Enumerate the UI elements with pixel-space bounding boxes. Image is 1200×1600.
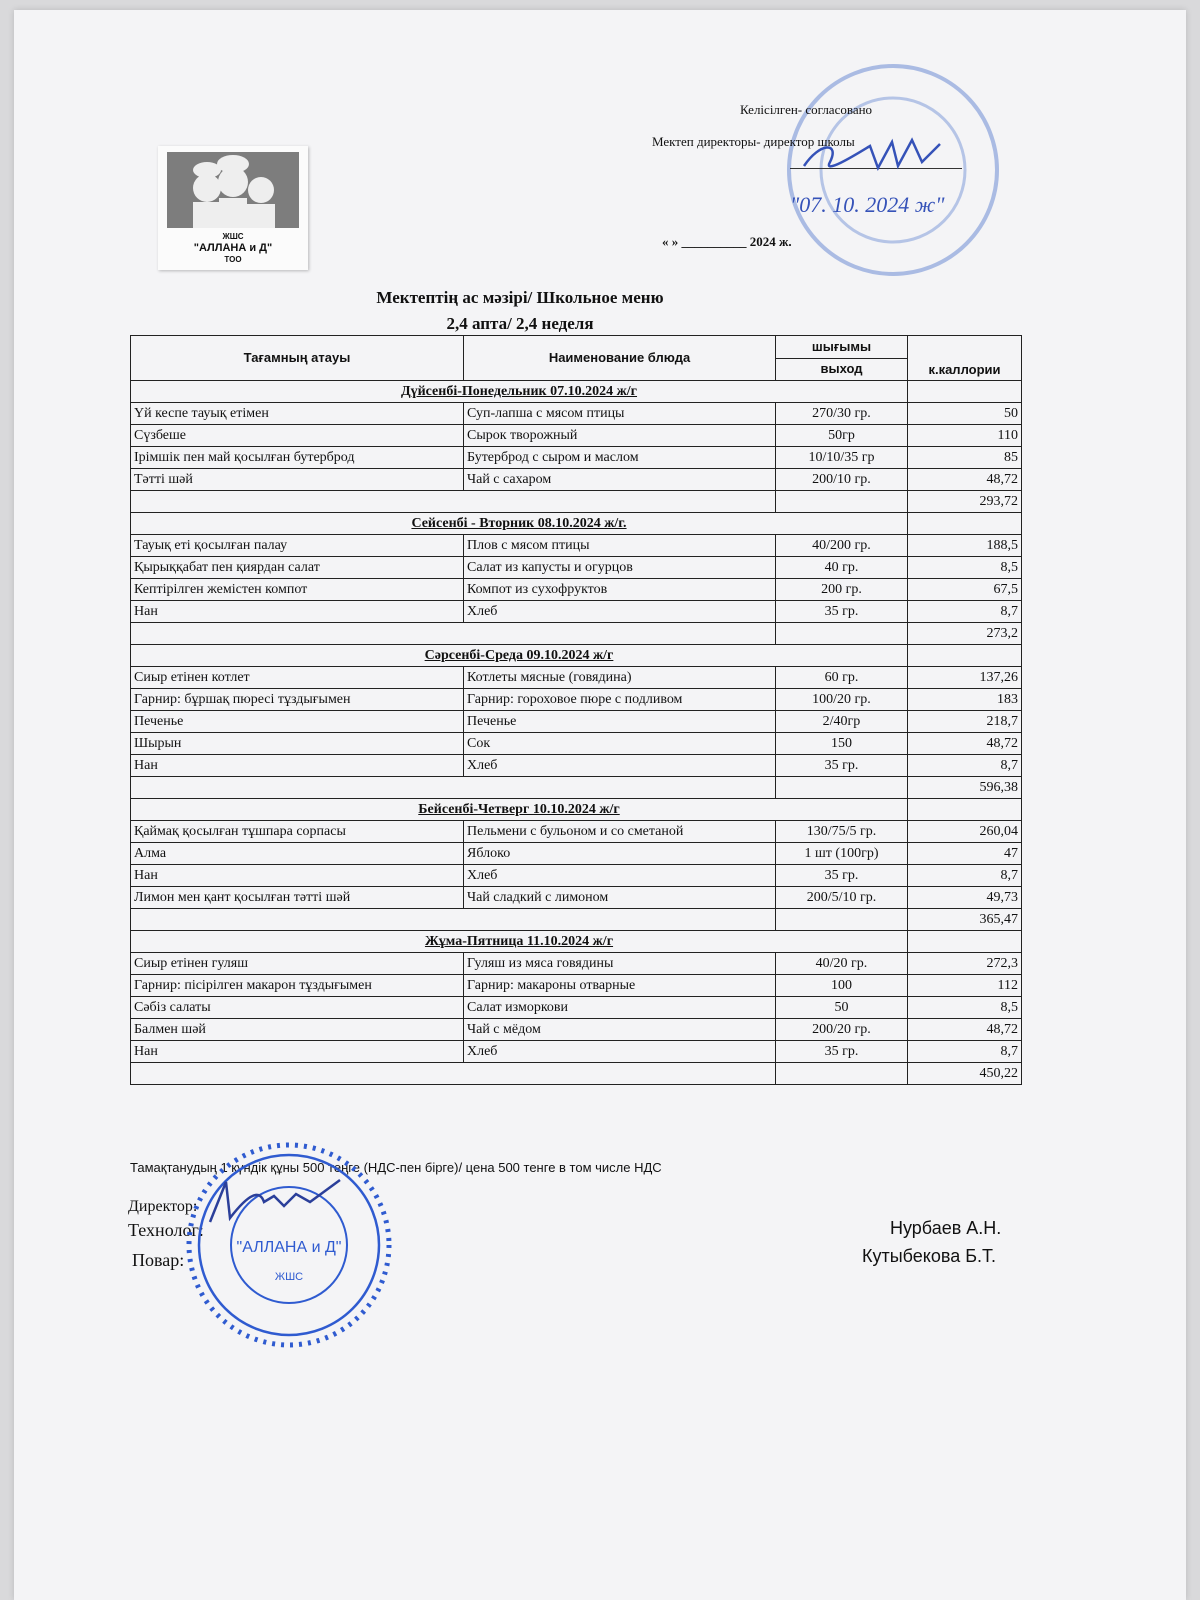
- output-cell: 50: [776, 997, 908, 1019]
- dish-ru-cell: Гарнир: гороховое пюре с подливом: [464, 689, 776, 711]
- header-kz-name: Тағамның атауы: [131, 336, 464, 381]
- company-signature: [200, 1172, 350, 1232]
- output-cell: 50гр: [776, 425, 908, 447]
- page-title: Мектептің ас мәзірі/ Школьное меню: [376, 288, 664, 307]
- table-row: [131, 975, 1022, 997]
- output-cell: 150: [776, 733, 908, 755]
- output-cell: 40/20 гр.: [776, 953, 908, 975]
- output-cell: 40/200 гр.: [776, 535, 908, 557]
- chefs-logo-image: [167, 152, 299, 228]
- dish-ru-cell: Сырок творожный: [464, 425, 776, 447]
- kcal-cell: 8,7: [908, 865, 1022, 887]
- header-row: [131, 336, 1022, 359]
- table-row: [131, 403, 1022, 425]
- dish-kz-cell: Қаймақ қосылған тұшпара сорпасы: [131, 821, 464, 843]
- menu-table: [130, 335, 1022, 1085]
- table-row: [131, 579, 1022, 601]
- table-row: [131, 1041, 1022, 1063]
- day-label: Жұма-Пятница 11.10.2024 ж/г: [131, 931, 908, 953]
- table-row: [131, 755, 1022, 777]
- technologist-label: Технолог:: [128, 1220, 204, 1240]
- dish-kz-cell: Сиыр етінен гуляш: [131, 953, 464, 975]
- kcal-cell: 67,5: [908, 579, 1022, 601]
- table-row: [131, 689, 1022, 711]
- dish-ru-cell: Печенье: [464, 711, 776, 733]
- total-row: [131, 491, 1022, 513]
- dish-ru-cell: Салат изморкови: [464, 997, 776, 1019]
- dish-kz-cell: Тәтті шәй: [131, 469, 464, 491]
- dish-ru-cell: Яблоко: [464, 843, 776, 865]
- table-row: [131, 997, 1022, 1019]
- table-row: [131, 425, 1022, 447]
- kcal-cell: 8,5: [908, 557, 1022, 579]
- dish-ru-cell: Хлеб: [464, 755, 776, 777]
- dish-ru-cell: Гуляш из мяса говядины: [464, 953, 776, 975]
- day-label: Сейсенбі - Вторник 08.10.2024 ж/г.: [131, 513, 908, 535]
- handwritten-date: "07. 10. 2024 ж": [790, 192, 945, 217]
- total-empty-cell: [776, 777, 908, 799]
- kcal-cell: 48,72: [908, 733, 1022, 755]
- total-row: [131, 777, 1022, 799]
- dish-ru-cell: Чай сладкий с лимоном: [464, 887, 776, 909]
- kcal-cell: 50: [908, 403, 1022, 425]
- logo-line-2: "АЛЛАНА и Д": [193, 242, 273, 254]
- total-empty-cell: [131, 491, 776, 513]
- signer-name-2: Кутыбекова Б.Т.: [862, 1246, 997, 1266]
- page-subtitle: 2,4 апта/ 2,4 неделя: [446, 314, 594, 333]
- approval-director: Мектеп директоры- директор школы: [652, 134, 855, 149]
- header-ru-name: Наименование блюда: [464, 336, 776, 381]
- total-kcal-cell: 450,22: [908, 1063, 1022, 1085]
- day-empty-cell: [908, 645, 1022, 667]
- total-row: [131, 1063, 1022, 1085]
- day-label: Бейсенбі-Четверг 10.10.2024 ж/г: [131, 799, 908, 821]
- output-cell: 10/10/35 гр: [776, 447, 908, 469]
- dish-ru-cell: Гарнир: макароны отварные: [464, 975, 776, 997]
- dish-ru-cell: Компот из сухофруктов: [464, 579, 776, 601]
- output-cell: 100: [776, 975, 908, 997]
- day-empty-cell: [908, 799, 1022, 821]
- table-row: [131, 821, 1022, 843]
- total-row: [131, 909, 1022, 931]
- kcal-cell: 48,72: [908, 1019, 1022, 1041]
- output-cell: 200 гр.: [776, 579, 908, 601]
- kcal-cell: 112: [908, 975, 1022, 997]
- day-label: Сәрсенбі-Среда 09.10.2024 ж/г: [131, 645, 908, 667]
- dish-kz-cell: Гарнир: бұршақ пюресі тұздығымен: [131, 689, 464, 711]
- kcal-cell: 48,72: [908, 469, 1022, 491]
- dish-kz-cell: Балмен шәй: [131, 1019, 464, 1041]
- output-cell: 40 гр.: [776, 557, 908, 579]
- table-row: [131, 711, 1022, 733]
- output-cell: 130/75/5 гр.: [776, 821, 908, 843]
- signer-name-1: Нурбаев А.Н.: [890, 1218, 1002, 1238]
- dish-kz-cell: Кептірілген жемістен компот: [131, 579, 464, 601]
- day-header-row: [131, 381, 1022, 403]
- output-cell: 60 гр.: [776, 667, 908, 689]
- dish-kz-cell: Сүзбеше: [131, 425, 464, 447]
- dish-kz-cell: Сәбіз салаты: [131, 997, 464, 1019]
- table-row: [131, 887, 1022, 909]
- logo-line-3: ТОО: [224, 255, 242, 264]
- output-cell: 35 гр.: [776, 865, 908, 887]
- dish-kz-cell: Алма: [131, 843, 464, 865]
- total-empty-cell: [776, 1063, 908, 1085]
- total-empty-cell: [131, 1063, 776, 1085]
- dish-ru-cell: Салат из капусты и огурцов: [464, 557, 776, 579]
- total-empty-cell: [131, 623, 776, 645]
- total-empty-cell: [776, 623, 908, 645]
- kcal-cell: 272,3: [908, 953, 1022, 975]
- output-cell: 2/40гр: [776, 711, 908, 733]
- total-empty-cell: [776, 491, 908, 513]
- dish-ru-cell: Бутерброд с сыром и маслом: [464, 447, 776, 469]
- day-label: Дүйсенбі-Понедельник 07.10.2024 ж/г: [131, 381, 908, 403]
- total-kcal-cell: 273,2: [908, 623, 1022, 645]
- dish-kz-cell: Шырын: [131, 733, 464, 755]
- header-kcal: к.каллории: [908, 336, 1022, 381]
- day-empty-cell: [908, 381, 1022, 403]
- dish-kz-cell: Печенье: [131, 711, 464, 733]
- header-output-kz: шығымы: [776, 336, 908, 359]
- dish-ru-cell: Хлеб: [464, 865, 776, 887]
- dish-ru-cell: Чай с сахаром: [464, 469, 776, 491]
- output-cell: 270/30 гр.: [776, 403, 908, 425]
- dish-kz-cell: Гарнир: пісірілген макарон тұздығымен: [131, 975, 464, 997]
- day-empty-cell: [908, 513, 1022, 535]
- dish-kz-cell: Сиыр етінен котлет: [131, 667, 464, 689]
- kcal-cell: 49,73: [908, 887, 1022, 909]
- output-cell: 1 шт (100гр): [776, 843, 908, 865]
- dish-ru-cell: Суп-лапша с мясом птицы: [464, 403, 776, 425]
- table-row: [131, 667, 1022, 689]
- table-row: [131, 535, 1022, 557]
- kcal-cell: 8,7: [908, 1041, 1022, 1063]
- dish-kz-cell: Қырыққабат пен қиярдан салат: [131, 557, 464, 579]
- total-empty-cell: [131, 777, 776, 799]
- total-kcal-cell: 365,47: [908, 909, 1022, 931]
- table-row: [131, 953, 1022, 975]
- kcal-cell: 85: [908, 447, 1022, 469]
- kcal-cell: 110: [908, 425, 1022, 447]
- dish-ru-cell: Котлеты мясные (говядина): [464, 667, 776, 689]
- dish-ru-cell: Хлеб: [464, 601, 776, 623]
- stamp-center-text: "АЛЛАНА и Д": [236, 1239, 342, 1256]
- director-label: Директор:: [128, 1198, 198, 1215]
- day-header-row: [131, 931, 1022, 953]
- dish-kz-cell: Нан: [131, 1041, 464, 1063]
- company-logo: [158, 146, 308, 270]
- total-kcal-cell: 596,38: [908, 777, 1022, 799]
- kcal-cell: 8,5: [908, 997, 1022, 1019]
- dish-ru-cell: Чай с мёдом: [464, 1019, 776, 1041]
- table-row: [131, 843, 1022, 865]
- total-empty-cell: [131, 909, 776, 931]
- dish-ru-cell: Пельмени с бульоном и со сметаной: [464, 821, 776, 843]
- output-cell: 35 гр.: [776, 1041, 908, 1063]
- table-row: [131, 1019, 1022, 1041]
- kcal-cell: 8,7: [908, 755, 1022, 777]
- total-empty-cell: [776, 909, 908, 931]
- dish-kz-cell: Ірімшік пен май қосылған бутерброд: [131, 447, 464, 469]
- output-cell: 200/5/10 гр.: [776, 887, 908, 909]
- kcal-cell: 218,7: [908, 711, 1022, 733]
- stamp-bottom-text: ЖШС: [274, 1271, 304, 1283]
- dish-kz-cell: Лимон мен қант қосылған тәтті шәй: [131, 887, 464, 909]
- output-cell: 35 гр.: [776, 601, 908, 623]
- approval-date-line: « » __________ 2024 ж.: [662, 234, 792, 249]
- dish-ru-cell: Плов с мясом птицы: [464, 535, 776, 557]
- dish-ru-cell: Хлеб: [464, 1041, 776, 1063]
- dish-kz-cell: Тауық еті қосылған палау: [131, 535, 464, 557]
- header-output-ru: выход: [776, 358, 908, 381]
- approval-agreed: Келісілген- согласовано: [740, 102, 873, 117]
- table-row: [131, 469, 1022, 491]
- dish-kz-cell: Нан: [131, 755, 464, 777]
- kcal-cell: 183: [908, 689, 1022, 711]
- kcal-cell: 47: [908, 843, 1022, 865]
- dish-kz-cell: Үй кеспе тауық етімен: [131, 403, 464, 425]
- director-signature: [800, 132, 950, 178]
- output-cell: 200/20 гр.: [776, 1019, 908, 1041]
- day-header-row: [131, 645, 1022, 667]
- dish-ru-cell: Сок: [464, 733, 776, 755]
- dish-kz-cell: Нан: [131, 865, 464, 887]
- table-row: [131, 447, 1022, 469]
- kcal-cell: 188,5: [908, 535, 1022, 557]
- dish-kz-cell: Нан: [131, 601, 464, 623]
- kcal-cell: 8,7: [908, 601, 1022, 623]
- table-row: [131, 865, 1022, 887]
- kcal-cell: 137,26: [908, 667, 1022, 689]
- total-row: [131, 623, 1022, 645]
- day-header-row: [131, 799, 1022, 821]
- logo-line-1: ЖШС: [222, 232, 244, 241]
- table-row: [131, 733, 1022, 755]
- table-row: [131, 601, 1022, 623]
- price-note: Тамақтанудың 1 күндік құны 500 теңге (НДС-пен бірге)/ цена 500 тенге в том числе НДС: [130, 1160, 662, 1175]
- day-empty-cell: [908, 931, 1022, 953]
- kcal-cell: 260,04: [908, 821, 1022, 843]
- total-kcal-cell: 293,72: [908, 491, 1022, 513]
- day-header-row: [131, 513, 1022, 535]
- table-row: [131, 557, 1022, 579]
- output-cell: 35 гр.: [776, 755, 908, 777]
- output-cell: 200/10 гр.: [776, 469, 908, 491]
- cook-label: Повар:: [132, 1250, 185, 1270]
- output-cell: 100/20 гр.: [776, 689, 908, 711]
